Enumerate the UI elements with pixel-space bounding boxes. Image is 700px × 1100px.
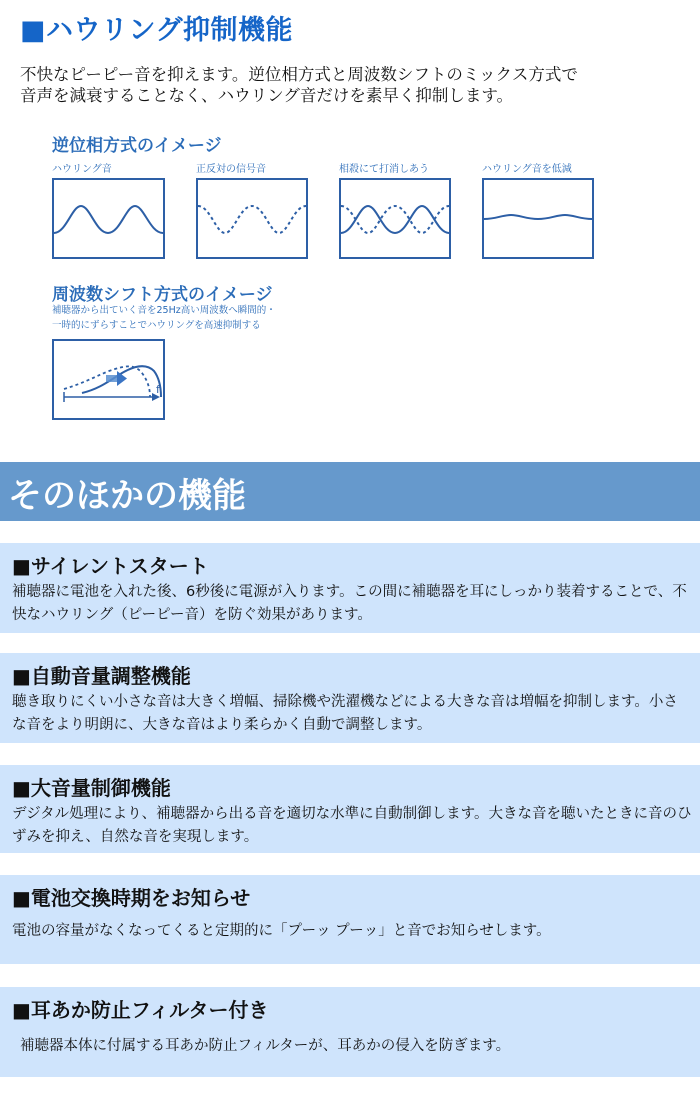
panel-caption-inverse: 正反対の信号音 [196,164,266,175]
freq-shift-title: 周波数シフト方式のイメージ [52,285,273,305]
feature-auto-volume [0,653,700,743]
overlay-wave-icon [341,180,449,257]
feature-body: 電池の容量がなくなってくると定期的に「プーッ プーッ」と音でお知らせします。 [12,923,551,939]
feature-title: ■電池交換時期をお知らせ [12,886,251,910]
other-features-title: そのほかの機能 [8,476,246,516]
howling-section-title: ■ハウリング抑制機能 [20,15,293,46]
other-features-banner [0,462,700,521]
wave-diagram-inverse [196,178,308,259]
panel-caption-cancel: 相殺にて打消しあう [339,164,429,175]
feature-title: ■大音量制御機能 [12,776,171,800]
antiphase-title: 逆位相方式のイメージ [52,136,222,156]
panel-caption-reduced: ハウリング音を低減 [482,164,572,175]
wave-diagram-cancel [339,178,451,259]
howling-intro [20,64,680,106]
feature-body: 補聴器に電池を入れた後、6秒後に電源が入ります。この間に補聴器を耳にしっかり装着することで、不快なハウリング（ピーピー音）を防ぐ効果があります。 [12,584,687,623]
feature-title: ■自動音量調整機能 [12,664,191,688]
feature-body: 補聴器本体に付属する耳あか防止フィルターが、耳あかの侵入を防ぎます。 [20,1038,511,1054]
feature-loud-control [0,765,700,853]
howling-intro-line: 音声を減衰することなく、ハウリング音だけを素早く抑制します。 [20,86,514,105]
panel-caption-howling: ハウリング音 [52,164,112,175]
dashed-sine-wave-icon [198,180,306,257]
freq-shift-desc-line: 補聴器から出ていく音を25Hz高い周波数へ瞬間的・ [52,305,276,316]
howling-intro-line: 不快なピーピー音を抑えます。逆位相方式と周波数シフトのミックス方式で [20,65,578,84]
freq-shift-desc-line: 一時的にずらすことでハウリングを高速抑制する [52,320,261,331]
feature-silent-start [0,543,700,633]
wave-diagram-reduced [482,178,594,259]
feature-body: 聴き取りにくい小さな音は大きく増幅、掃除機や洗濯機などによる大きな音は増幅を抑制します。小さな音をより明朗に、大きな音はより柔らかく自動で調整します。 [12,694,678,733]
feature-title: ■耳あか防止フィルター付き [12,998,269,1022]
feature-battery-alert [0,875,700,964]
wave-diagram-howling [52,178,165,259]
freq-shift-desc [52,303,276,333]
freq-axis-label: f [156,383,160,396]
feature-title: ■サイレントスタート [12,554,209,578]
feature-body: デジタル処理により、補聴器から出る音を適切な水準に自動制御します。大きな音を聴いたときに音のひずみを抑え、自然な音を実現します。 [12,806,692,845]
frequency-shift-icon [54,341,163,418]
flat-wave-icon [484,180,592,257]
feature-wax-filter [0,987,700,1077]
freq-shift-diagram [52,339,165,420]
sine-wave-icon [54,180,163,257]
